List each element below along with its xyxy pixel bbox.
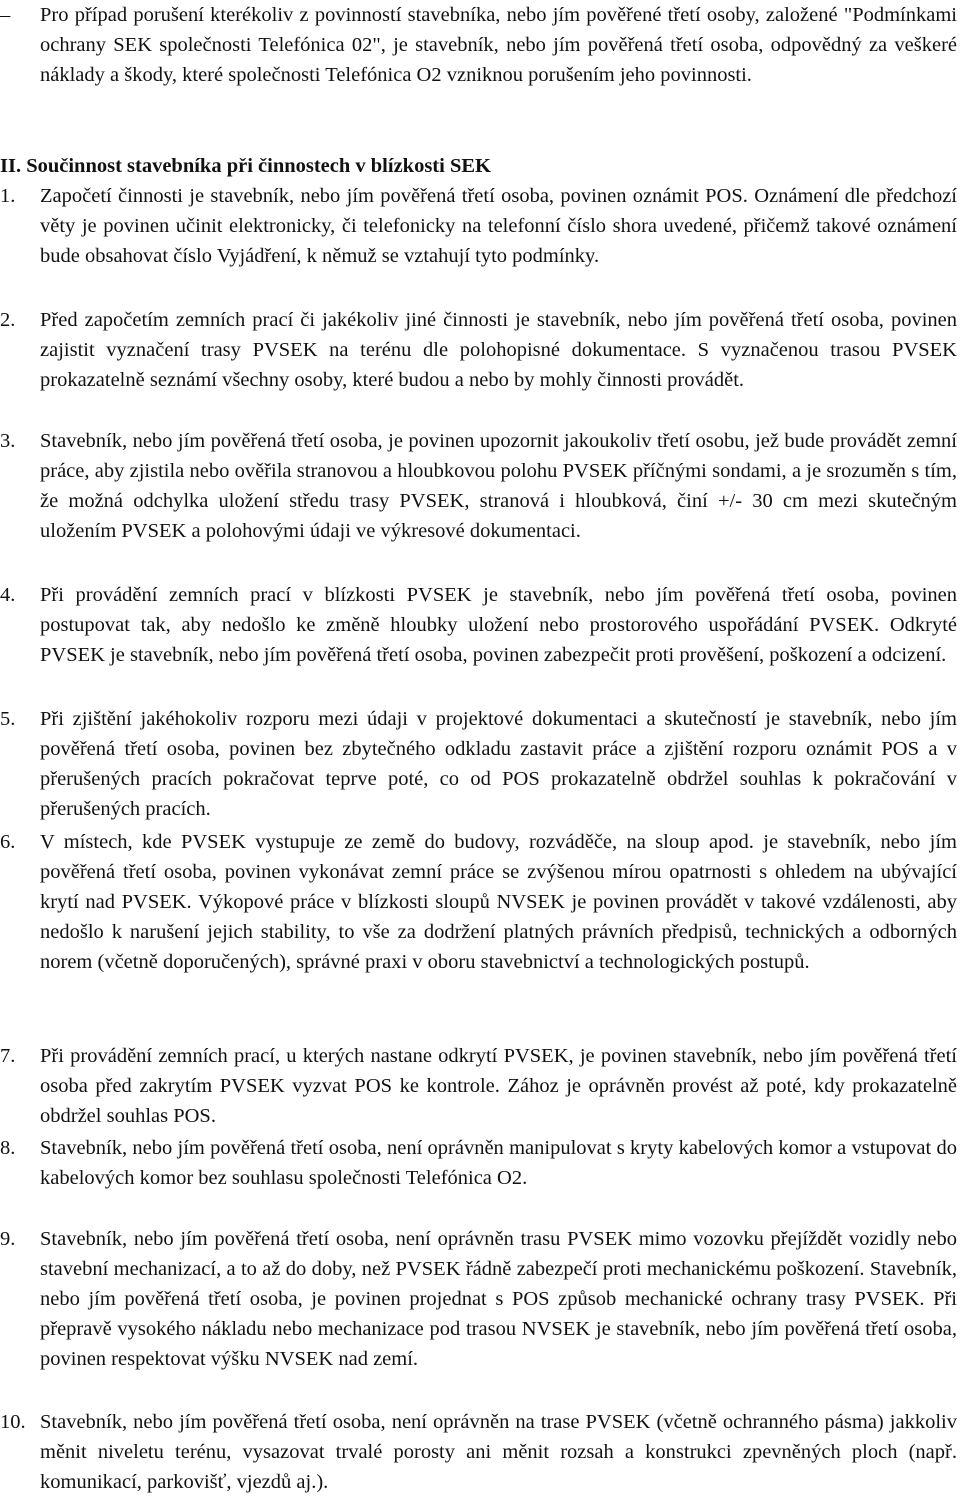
item-number: 9. (0, 1228, 16, 1250)
item-number: 8. (0, 1137, 16, 1159)
list-item-1 (0, 181, 957, 271)
item-text: Při zjištění jakéhokoliv rozporu mezi údaji v projektové dokumentaci a skutečností je stavebník, nebo jím pověřená třetí osoba, povinen bez zbytečného odkladu zastavit práce a zjištění rozporu oznámit POS a v přerušených pracích pokračovat teprve poté, co od POS prokazatelně obdržel souhlas k pokračování v přerušených pracích. (40, 708, 957, 820)
list-item-7 (0, 1041, 957, 1131)
list-item-9 (0, 1224, 957, 1374)
item-text: Započetí činnosti je stavebník, nebo jím pověřená třetí osoba, povinen oznámit POS. Oznámení dle předchozí věty je povinen učinit elektronicky, či telefonicky na telefonní číslo shora uvedené, přičemž takové oznámení bude obsahovat číslo Vyjádření, k němuž se vztahují tyto podmínky. (40, 185, 957, 267)
item-text: Stavebník, nebo jím pověřená třetí osoba, není oprávněn manipulovat s kryty kabelových komor a vstupovat do kabelových komor bez souhlasu společnosti Telefónica O2. (40, 1137, 957, 1189)
item-text: Stavebník, nebo jím pověřená třetí osoba, je povinen upozornit jakoukoliv třetí osobu, jež bude provádět zemní práce, aby zjistila nebo ověřila stranovou a hloubkovou polohu PVSEK příčnými sondami, a je srozuměn s tím, že možná odchylka uložení středu trasy PVSEK, stranová i hloubková, činí +/- 30 cm mezi skutečným uložením PVSEK a polohovými údaji ve výkresové dokumentaci. (40, 430, 957, 542)
intro-bullet: – (0, 4, 11, 26)
item-number: 2. (0, 309, 16, 331)
item-number: 5. (0, 708, 16, 730)
item-text: Před započetím zemních prací či jakékoliv jiné činnosti je stavebník, nebo jím pověřená třetí osoba, povinen zajistit vyznačení trasy PVSEK na terénu dle polohopisné dokumentace. S vyznačenou trasou PVSEK prokazatelně seznámí všechny osoby, které budou a nebo by mohly činnosti provádět. (40, 309, 957, 391)
item-text: V místech, kde PVSEK vystupuje ze země do budovy, rozváděče, na sloup apod. je stavebník, nebo jím pověřená třetí osoba, povinen vykonávat zemní práce se zvýšenou mírou opatrnosti s ohledem na ubývající krytí nad PVSEK. Výkopové práce v blízkosti sloupů NVSEK je povinen provádět v takové vzdálenosti, aby nedošlo k narušení jejich stability, to vše za dodržení platných právních předpisů, technických a odborných norem (včetně doporučených), správné praxi v oboru stavebnictví a technologických postupů. (40, 831, 957, 973)
item-text: Při provádění zemních prací, u kterých nastane odkrytí PVSEK, je povinen stavebník, nebo jím pověřená třetí osoba před zakrytím PVSEK vyzvat POS ke kontrole. Zához je oprávněn provést až poté, kdy prokazatelně obdržel souhlas POS. (40, 1045, 957, 1127)
intro-text: Pro případ porušení kterékoliv z povinností stavebníka, nebo jím pověřené třetí osoby, založené "Podmínkami ochrany SEK společnosti Telefónica 02", je stavebník, nebo jím pověřená třetí osoba, odpovědný za veškeré náklady a škody, které společnosti Telefónica O2 vzniknou porušením jeho povinnosti. (40, 4, 957, 86)
list-item-10 (0, 1407, 957, 1497)
list-item-6 (0, 827, 957, 977)
list-item-3 (0, 426, 957, 546)
list-item-8 (0, 1133, 957, 1193)
item-number: 1. (0, 185, 16, 207)
item-text: Stavebník, nebo jím pověřená třetí osoba, není oprávněn trasu PVSEK mimo vozovku přejíždět vozidly nebo stavební mechanizací, a to až do doby, než PVSEK řádně zabezpečí proti mechanickému poškození. Stavebník, nebo jím pověřená třetí osoba, je povinen projednat s POS způsob mechanické ochrany trasy PVSEK. Při přepravě vysokého nákladu nebo mechanizace pod trasou NVSEK je stavebník, nebo jím pověřená třetí osoba, povinen respektovat výšku NVSEK nad zemí. (40, 1228, 957, 1370)
item-text: Při provádění zemních prací v blízkosti PVSEK je stavebník, nebo jím pověřená třetí osoba, povinen postupovat tak, aby nedošlo ke změně hloubky uložení nebo prostorového uspořádání PVSEK. Odkryté PVSEK je stavebník, nebo jím pověřená třetí osoba, povinen zabezpečit proti prověšení, poškození a odcizení. (40, 584, 957, 666)
intro-paragraph (0, 0, 957, 90)
section-heading: II. Součinnost stavebníka při činnostech v blízkosti SEK (0, 155, 491, 177)
item-number: 6. (0, 831, 16, 853)
item-text: Stavebník, nebo jím pověřená třetí osoba, není oprávněn na trase PVSEK (včetně ochranného pásma) jakkoliv měnit niveletu terénu, vysazovat trvalé porosty ani měnit rozsah a konstrukci zpevněných ploch (např. komunikací, parkovišť, vjezdů aj.). (40, 1411, 957, 1493)
list-item-5 (0, 704, 957, 824)
list-item-2 (0, 305, 957, 395)
item-number: 7. (0, 1045, 16, 1067)
item-number: 3. (0, 430, 16, 452)
list-item-4 (0, 580, 957, 670)
item-number: 4. (0, 584, 16, 606)
item-number: 10. (0, 1411, 26, 1433)
